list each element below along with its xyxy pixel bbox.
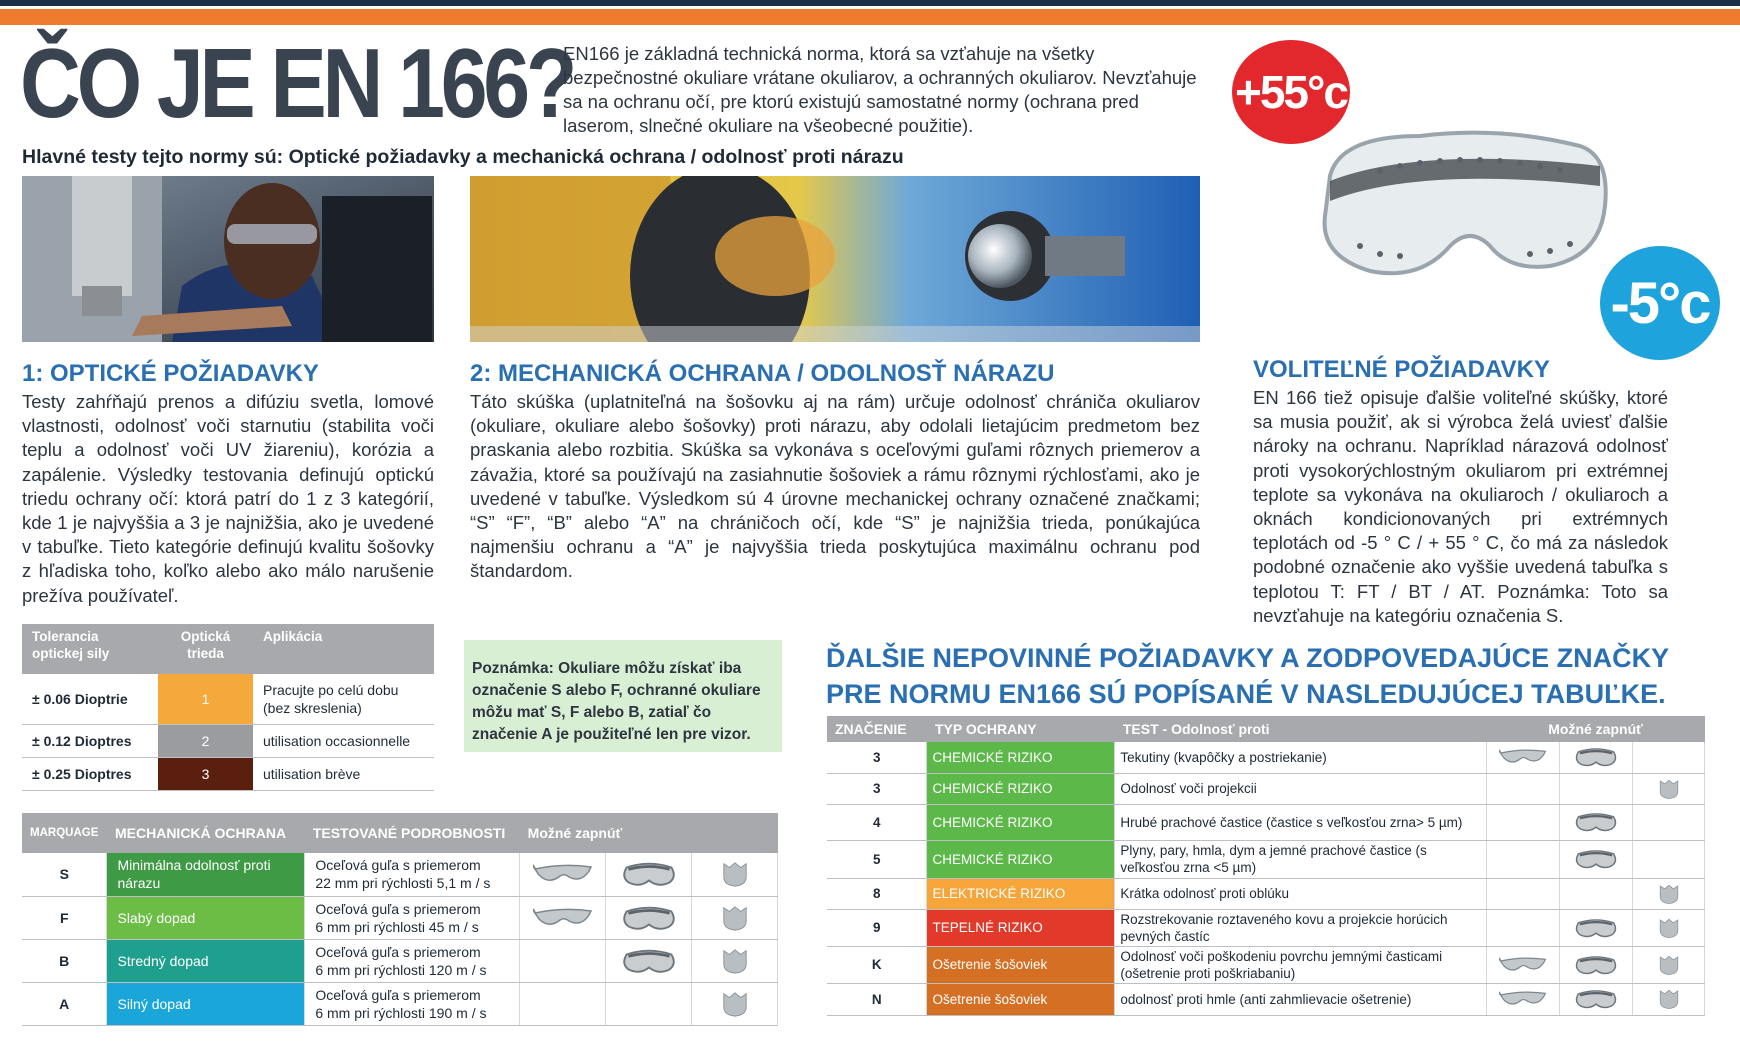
- faceshield-icon: [1658, 780, 1680, 795]
- further-requirements-title: ĎALŠIE NEPOVINNÉ POŽIADAVKY A ZODPOVEDAJÚCE ZNAČKY PRE NORMU EN166 SÚ POPÍSANÉ V NASLEDUJÚCEJ TABUĽKE.: [826, 643, 1669, 709]
- mech-protection-cell: Silný dopad: [107, 982, 305, 1025]
- marking-row: [827, 773, 1705, 804]
- tolerance-cell: ± 0.12 Dioptres: [22, 724, 158, 757]
- mech-row: [22, 939, 778, 982]
- marking-row: [827, 840, 1705, 878]
- optical-class-cell: 3: [158, 757, 253, 790]
- use-cell: [1487, 804, 1560, 840]
- test-details-line2: 6 mm pri rýchlosti 120 m / s: [315, 961, 487, 978]
- use-cell: [1560, 909, 1633, 946]
- protection-type-cell: Ošetrenie šošoviek: [927, 946, 1115, 983]
- hot-temp-badge: +55°c: [1232, 40, 1350, 144]
- mech-protection-cell: Slabý dopad: [107, 896, 305, 939]
- application-cell: utilisation occasionnelle: [253, 724, 434, 757]
- page-title: ČO JE EN 166?: [20, 28, 574, 138]
- marking-code: 3: [827, 742, 927, 773]
- use-cell: [1633, 773, 1705, 804]
- goggles-icon: [1572, 749, 1620, 764]
- mech-row: [22, 853, 778, 896]
- mech-row: [22, 896, 778, 939]
- marking-code: 9: [827, 909, 927, 946]
- faceshield-icon: [721, 865, 749, 881]
- impact-test-photo: [470, 176, 1200, 342]
- use-cell: [1487, 946, 1560, 983]
- worker-photo: [22, 176, 434, 342]
- marking-code: B: [22, 939, 107, 982]
- use-cell: [692, 982, 778, 1025]
- use-cell: [1633, 909, 1705, 946]
- header-protection-type: TYP OCHRANY: [927, 716, 1115, 742]
- test-cell: Tekutiny (kvapôčky a postriekanie): [1115, 742, 1487, 773]
- marking-code: A: [22, 982, 107, 1025]
- use-cell: [1560, 983, 1633, 1015]
- test-cell: Plyny, pary, hmla, dym a jemné prachové častice (s veľkosťou zrna <5 µm): [1115, 840, 1487, 878]
- subheading: Hlavné testy tejto normy sú: Optické požiadavky a mechanická ochrana / odolnosť proti nárazu: [22, 146, 904, 168]
- protection-type-cell: CHEMICKÉ RIZIKO: [927, 773, 1115, 804]
- section3-title: VOLITEĽNÉ POŽIADAVKY: [1253, 356, 1550, 383]
- test-cell: Odolnosť voči projekcii: [1115, 773, 1487, 804]
- markings-table: [827, 716, 1705, 1016]
- section1-text: Testy zahŕňajú prenos a difúziu svetla, lomové vlastnosti, odolnosť voči starnutiu (stabilita voči teplu a odolnosť voči UV žiareniu), korózia a zapálenie. Výsledky testovania definujú optickú triedu ochrany očí: ktorá patrí do 1 z 3 kategórií, kde 1 je najvyššia a 3 je najnižšia, ako je uvedené v tabuľke. Tieto kategórie definujú kvalitu šošovky z hľadiska toho, koľko alebo ako málo narušenie prežíva používateľ.: [22, 391, 434, 606]
- application-cell: Pracujte po celú dobu (bez skreslenia): [253, 674, 434, 724]
- use-cell: [1633, 804, 1705, 840]
- test-cell: Rozstrekovanie roztaveného kovu a projekcie horúcich pevných častíc: [1115, 909, 1487, 946]
- test-details-line2: 6 mm pri rýchlosti 190 m / s: [315, 1004, 487, 1021]
- use-cell: [1633, 742, 1705, 773]
- use-cell: [1560, 804, 1633, 840]
- use-cell: [1487, 983, 1560, 1015]
- use-cell: [1633, 946, 1705, 983]
- goggles-icon: [1572, 991, 1620, 1006]
- use-cell: [1633, 840, 1705, 878]
- use-cell: [520, 896, 606, 939]
- test-details-line1: Oceľová guľa s priemerom: [315, 986, 481, 1003]
- use-cell: [1633, 878, 1705, 909]
- marking-row: [827, 946, 1705, 983]
- marking-code: 8: [827, 878, 927, 909]
- glasses-icon: [1499, 991, 1547, 1006]
- goggles-icon: [1572, 851, 1620, 866]
- goggles-icon: [619, 908, 679, 924]
- goggles-photo: [1300, 96, 1620, 316]
- faceshield-icon: [1658, 991, 1680, 1006]
- use-cell: [606, 896, 692, 939]
- section2-text: Táto skúška (uplatniteľná na šošovku aj na rám) určuje odolnosť chrániča okuliarov (okuliare, okuliare alebo šošovky) proti nárazu, aby odolali lietajúcim predmetom bez praskania alebo rozbitia. Skúška sa vykonáva s oceľovými guľami rôznych priemerov a závažia, ktoré sa používajú na zasiahnutie šošoviek a rámu rôznymi rýchlosťami, ako je uvedené v tabuľke. Výsledkom sú 4 úrovne mechanickej ochrany označené značkami; “S” “F”, “B” alebo “A” na chráničoch očí, kde “S” je najnižšia trieda, ponúkajúca najmenšiu ochranu a “A” je najvyššia trieda poskytujúca maximálnu ochranu pod štandardom.: [470, 391, 1200, 582]
- top-bar-orange: [0, 9, 1740, 25]
- use-cell: [606, 939, 692, 982]
- protection-type-cell: CHEMICKÉ RIZIKO: [927, 840, 1115, 878]
- goggles-icon: [1572, 956, 1620, 971]
- test-details-line2: 6 mm pri rýchlosti 45 m / s: [315, 918, 479, 935]
- marking-row: [827, 742, 1705, 773]
- goggles-icon: [1572, 919, 1620, 934]
- header-test-details: TESTOVANÉ PODROBNOSTI: [305, 813, 520, 853]
- faceshield-icon: [1658, 885, 1680, 900]
- use-cell: [1560, 878, 1633, 909]
- protection-type-cell: Ošetrenie šošoviek: [927, 983, 1115, 1015]
- faceshield-icon: [1658, 956, 1680, 971]
- header-possible-use: Možné zapnúť: [520, 813, 778, 853]
- marking-code: K: [827, 946, 927, 983]
- test-details-cell: [305, 982, 520, 1025]
- use-cell: [1487, 878, 1560, 909]
- test-details-line1: Oceľová guľa s priemerom: [315, 857, 481, 874]
- use-cell: [520, 982, 606, 1025]
- test-details-cell: [305, 896, 520, 939]
- header-tolerance: Tolerancia optickej sily: [22, 624, 158, 674]
- use-cell: [1560, 840, 1633, 878]
- glasses-icon: [1499, 956, 1547, 971]
- mech-protection-cell: Minimálna odolnosť proti nárazu: [107, 853, 305, 896]
- intro-text: EN166 je základná technická norma, ktorá sa vzťahuje na všetky bezpečnostné okuliare vrátane okuliarov, a ochranných okuliarov. Nevzťahuje sa na ochranu očí, pre ktorú existujú samostatné normy (ochrana pred laserom, slnečné okuliare na všeobecné použitie).: [563, 43, 1197, 136]
- use-cell: [692, 896, 778, 939]
- header-optical-class: Optická trieda: [158, 624, 253, 674]
- header-application: Aplikácia: [253, 624, 434, 674]
- header-possible-use-2: Možné zapnúť: [1487, 716, 1705, 742]
- test-details-line2: 22 mm pri rýchlosti 5,1 m / s: [315, 875, 491, 892]
- marking-row: [827, 909, 1705, 946]
- use-cell: [1487, 773, 1560, 804]
- use-cell: [1487, 840, 1560, 878]
- marking-code: N: [827, 983, 927, 1015]
- use-cell: [606, 853, 692, 896]
- mechanical-protection-table: [22, 813, 778, 1026]
- section2-title: 2: MECHANICKÁ OCHRANA / ODOLNOSŤ NÁRAZU: [470, 360, 1055, 387]
- section3-text: EN 166 tiež opisuje ďalšie voliteľné skúšky, ktoré sa musia použiť, ak si výrobca želá uviesť ďalšie nároky na ochranu. Napríklad nárazová odolnosť proti vysokorýchlostným okuliarom pri extrémnej teplote sa vykonáva na okuliaroch / okuliaroch a oknách kondicionovaných pri extrémnych teplotách od -5 ° C / + 55 ° C, čo má za následok podobné označenie ako vyššie uvedená tabuľka s teplotou T: FT / BT / AT. Poznámka: Toto sa nevzťahuje na kategóriu označenia S.: [1253, 387, 1668, 626]
- use-cell: [1487, 909, 1560, 946]
- use-cell: [692, 853, 778, 896]
- faceshield-icon: [721, 951, 749, 967]
- test-cell: Krátka odolnosť proti oblúku: [1115, 878, 1487, 909]
- protection-type-cell: CHEMICKÉ RIZIKO: [927, 742, 1115, 773]
- section1-title: 1: OPTICKÉ POŽIADAVKY: [22, 360, 319, 387]
- faceshield-icon: [721, 994, 749, 1010]
- protection-type-cell: TEPELNÉ RIZIKO: [927, 909, 1115, 946]
- top-bar-dark: [0, 0, 1740, 6]
- goggles-icon: [1572, 814, 1620, 829]
- test-cell: Hrubé prachové častice (častice s veľkosťou zrna> 5 µm): [1115, 804, 1487, 840]
- use-cell: [1560, 946, 1633, 983]
- mech-protection-cell: Stredný dopad: [107, 939, 305, 982]
- optical-row: [22, 674, 434, 724]
- test-cell: odolnosť proti hmle (anti zahmlievacie ošetrenie): [1115, 983, 1487, 1015]
- cold-temp-badge: -5°c: [1600, 246, 1720, 360]
- test-details-line1: Oceľová guľa s priemerom: [315, 900, 481, 917]
- test-details-cell: [305, 939, 520, 982]
- note-box: Poznámka: Okuliare môžu získať iba označenie S alebo F, ochranné okuliare môžu mať S, F alebo B, zatiaľ čo značenie A je použiteľné len pre vizor.: [464, 640, 782, 752]
- test-cell: Odolnosť voči poškodeniu povrchu jemnými časticami (ošetrenie proti poškriabaniu): [1115, 946, 1487, 983]
- optical-class-cell: 2: [158, 724, 253, 757]
- marking-row: [827, 878, 1705, 909]
- protection-type-cell: ELEKTRICKÉ RIZIKO: [927, 878, 1115, 909]
- mech-row: [22, 982, 778, 1025]
- marking-row: [827, 983, 1705, 1015]
- glasses-icon: [533, 865, 593, 881]
- marking-code: 3: [827, 773, 927, 804]
- optical-class-table: [22, 624, 434, 791]
- test-details-cell: [305, 853, 520, 896]
- optical-row: [22, 724, 434, 757]
- goggles-icon: [619, 865, 679, 881]
- protection-type-cell: CHEMICKÉ RIZIKO: [927, 804, 1115, 840]
- header-mech-protection: MECHANICKÁ OCHRANA: [107, 813, 305, 853]
- use-cell: [692, 939, 778, 982]
- marking-code: 5: [827, 840, 927, 878]
- use-cell: [1560, 742, 1633, 773]
- marking-row: [827, 804, 1705, 840]
- use-cell: [1560, 773, 1633, 804]
- header-test-resistance: TEST - Odolnosť proti: [1115, 716, 1487, 742]
- header-marking: MARQUAGE: [22, 813, 107, 853]
- optical-row: [22, 757, 434, 790]
- glasses-icon: [1499, 749, 1547, 764]
- optical-class-cell: 1: [158, 674, 253, 724]
- use-cell: [1487, 742, 1560, 773]
- header-code: ZNAČENIE: [827, 716, 927, 742]
- use-cell: [520, 853, 606, 896]
- marking-code: S: [22, 853, 107, 896]
- glasses-icon: [533, 908, 593, 924]
- use-cell: [520, 939, 606, 982]
- marking-code: 4: [827, 804, 927, 840]
- test-details-line1: Oceľová guľa s priemerom: [315, 943, 481, 960]
- use-cell: [1633, 983, 1705, 1015]
- faceshield-icon: [721, 908, 749, 924]
- application-cell: utilisation brève: [253, 757, 434, 790]
- tolerance-cell: ± 0.25 Dioptres: [22, 757, 158, 790]
- faceshield-icon: [1658, 919, 1680, 934]
- tolerance-cell: ± 0.06 Dioptrie: [22, 674, 158, 724]
- goggles-icon: [619, 951, 679, 967]
- use-cell: [606, 982, 692, 1025]
- marking-code: F: [22, 896, 107, 939]
